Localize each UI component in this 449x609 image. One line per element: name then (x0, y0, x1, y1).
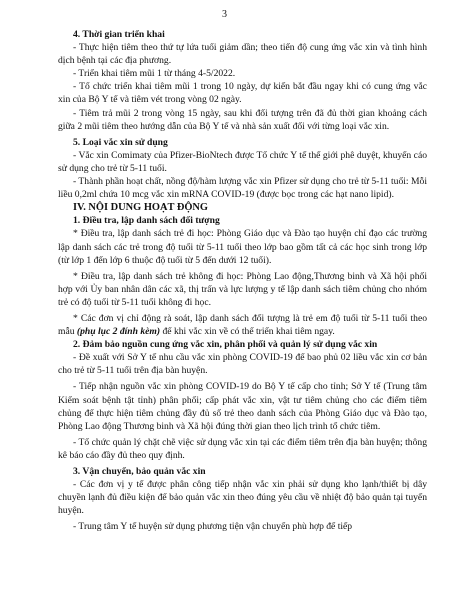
part-iv-heading: IV. NỘI DUNG HOẠT ĐỘNG (73, 202, 209, 214)
paragraph: - Tiêm trả mũi 2 trong vòng 15 ngày, sau khi đối tượng trên đã đủ thời gian khoảng cách giữa 2 mũi tiêm theo hướng dẫn của Bộ Y tế và nhà sản xuất đối với từng loại vắc xin. (58, 107, 427, 132)
paragraph: - Vắc xin Comimaty của Pfizer-BioNtech được Tổ chức Y tế thế giới phê duyệt, khuyến cáo sử dụng cho trẻ từ 5-11 tuổi. (58, 149, 427, 174)
paragraph: - Trung tâm Y tế huyện sử dụng phương tiện vận chuyển phù hợp để tiếp (73, 521, 353, 533)
section-3-heading: 3. Vận chuyển, bảo quản vắc xin (73, 466, 206, 477)
paragraph: - Các đơn vị y tế được phân công tiếp nhận vắc xin phải sử dụng kho lạnh/thiết bị dây chuyền lạnh đủ điều kiện để bảo quản vắc xin theo đúng yêu cầu về nhiệt độ bảo quản tại tuyến huyện. (58, 479, 427, 517)
paragraph: - Tổ chức quản lý chặt chẽ việc sử dụng vắc xin tại các điểm tiêm trên địa bàn huyện; thông kê báo cáo đầy đủ theo quy định. (58, 436, 427, 461)
paragraph: - Thành phần hoạt chất, nồng độ/hàm lượng vắc xin Pfizer sử dụng cho trẻ từ 5-11 tuổi: Mỗi liều 0,2ml chứa 10 mcg vắc xin mRNA COVID-19 (được bọc trong các hạt nano lipid). (58, 176, 427, 201)
paragraph: - Đề xuất với Sở Y tế nhu cầu vắc xin phòng COVID-19 để bao phủ 02 liều vắc xin cơ bản cho trẻ từ 5-11 tuổi trên địa bàn huyện. (58, 352, 427, 377)
paragraph: * Điều tra, lập danh sách trẻ đi học: Phòng Giáo dục và Đào tạo huyện chỉ đạo các trường lập danh sách các trẻ trong độ tuổi từ 5-11 tuổi theo lớp bao gồm tất cả các học sinh trong lớp (từ lớp 1 đến lớp 6 thuộc độ tuổi từ 5 đến dưới 12 tuổi). (58, 228, 427, 266)
section-4-heading: 4. Thời gian triển khai (73, 29, 165, 40)
paragraph (58, 312, 427, 338)
paragraph: * Điều tra, lập danh sách trẻ không đi học: Phòng Lao động,Thương binh và Xã hội phối hợp với Ủy ban nhân dân các xã, thị trấn và lực lượng y tế lập danh sách tiêm chủng cho nhóm trẻ có độ tuổi từ 5-11 tuổi không đi học. (58, 270, 427, 308)
paragraph: - Tiếp nhận nguồn vắc xin phòng COVID-19 do Bộ Y tế cấp cho tỉnh; Sở Y tế (Trung tâm Kiểm soát bệnh tật tỉnh) phân phối; cấp phát vắc xin, vật tư tiêm chủng cho các điểm tiêm chủng để thực hiện tiêm chủng đầy đủ số trẻ theo danh sách của Phòng Giáo dục và Đào tạo, Phòng Lao động Thương binh và Xã hội đúng thời gian theo lịch trình tổ chức tiêm. (58, 381, 427, 432)
paragraph: - Thực hiện tiêm theo thứ tự lứa tuổi giảm dần; theo tiến độ cung ứng vắc xin và tình hình dịch bệnh tại các địa phương. (58, 42, 427, 67)
paragraph: - Tổ chức triển khai tiêm mũi 1 trong 10 ngày, dự kiến bắt đầu ngay khi có cung ứng vắc xin của Bộ Y tế và tiêm vét trong vòng 02 ngày. (58, 81, 427, 106)
text-run: * Các đơn vị chỉ động rà soát, lập danh sách đối tượng là trẻ em độ tuổi từ 5-11 tuổi theo mẫu (58, 312, 427, 338)
section-1-heading: 1. Điều tra, lập danh sách đối tượng (73, 215, 220, 227)
appendix-reference: (phụ lục 2 đính kèm) (76, 326, 161, 338)
page-number: 3 (222, 9, 227, 20)
text-run: để khi vắc xin về có thể triển khai tiêm ngay. (160, 326, 335, 338)
section-5-heading: 5. Loại vắc xin sử dụng (73, 136, 168, 148)
section-2-heading: 2. Đảm bảo nguồn cung ứng vắc xin, phân phối và quản lý sử dụng vắc xin (73, 339, 378, 351)
paragraph: - Triển khai tiêm mũi 1 từ tháng 4-5/2022. (73, 68, 236, 80)
